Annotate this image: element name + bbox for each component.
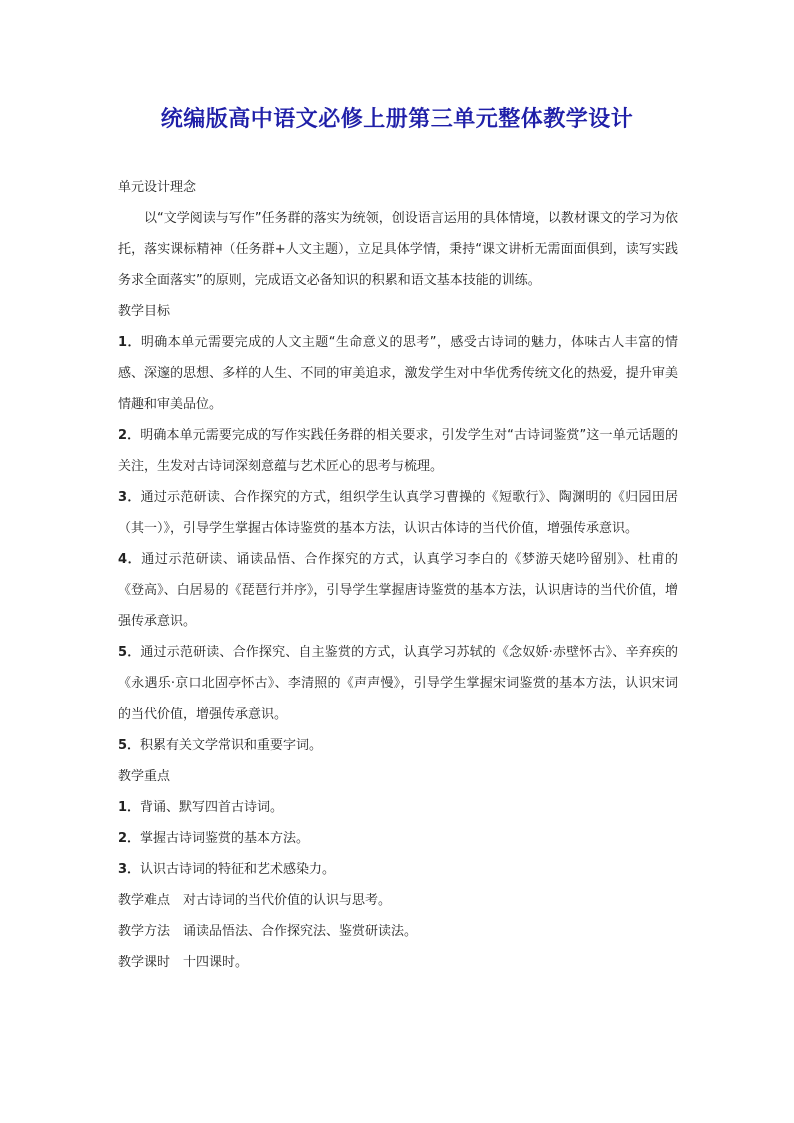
goal-number: 5． xyxy=(118,738,141,753)
goal-text: 通过示范研读、合作探究、自主鉴赏的方式，认真学习苏轼的《念奴娇·赤壁怀古》、辛弃疾的《永遇乐·京口北固亭怀古》、李清照的《声声慢》，引导学生掌握宋词鉴赏的基本方法，认识宋词的当代价值，增强传承意识。 xyxy=(118,645,678,722)
key-point-text: 掌握古诗词鉴赏的基本方法。 xyxy=(140,831,310,846)
key-point-text: 背诵、默写四首古诗词。 xyxy=(140,800,284,815)
hours-line xyxy=(118,947,678,978)
goal-text: 通过示范研读、合作探究的方式，组织学生认真学习曹操的《短歌行》、陶渊明的《归园田居（其一）》，引导学生掌握古体诗鉴赏的基本方法，认识古体诗的当代价值，增强传承意识。 xyxy=(118,490,678,536)
key-point-text: 认识古诗词的特征和艺术感染力。 xyxy=(140,862,336,877)
goal-number: 1． xyxy=(118,335,141,350)
document-title: 统编版高中语文必修上册第三单元整体教学设计 xyxy=(160,107,634,132)
key-point-item-3 xyxy=(118,854,678,885)
goal-text: 积累有关文学常识和重要字词。 xyxy=(140,738,323,753)
section-heading-idea: 单元设计理念 xyxy=(118,180,197,195)
goal-item-5 xyxy=(118,637,678,730)
difficulty-line xyxy=(118,885,678,916)
goal-text: 通过示范研读、诵读品悟、合作探究的方式，认真学习李白的《梦游天姥吟留别》、杜甫的《登高》、白居易的《琵琶行并序》，引导学生掌握唐诗鉴赏的基本方法，认识唐诗的当代价值，增强传承意识。 xyxy=(118,552,678,629)
goal-text: 明确本单元需要完成的人文主题“生命意义的思考”，感受古诗词的魅力，体味古人丰富的情感、深邃的思想、多样的人生、不同的审美追求，激发学生对中华优秀传统文化的热爱，提升审美情趣和审美品位。 xyxy=(118,335,678,412)
difficulty-label: 教学难点 xyxy=(118,893,171,908)
goal-text: 明确本单元需要完成的写作实践任务群的相关要求，引发学生对“古诗词鉴赏”这一单元话题的关注，生发对古诗词深刻意蕴与艺术匠心的思考与梳理。 xyxy=(118,428,678,474)
goal-number: 4． xyxy=(118,552,142,567)
difficulty-text: 对古诗词的当代价值的认识与思考。 xyxy=(183,893,392,908)
section-heading-key-points: 教学重点 xyxy=(118,769,171,784)
goal-item-4 xyxy=(118,544,678,637)
key-point-number: 2． xyxy=(118,831,141,846)
hours-label: 教学课时 xyxy=(118,955,171,970)
methods-text: 诵读品悟法、合作探究法、鉴赏研读法。 xyxy=(183,924,418,939)
goal-item-6 xyxy=(118,730,678,761)
goal-number: 5． xyxy=(118,645,141,660)
hours-text: 十四课时。 xyxy=(183,955,249,970)
methods-line xyxy=(118,916,678,947)
idea-paragraph: 以“文学阅读与写作”任务群的落实为统领，创设语言运用的具体情境，以教材课文的学习为依托，落实课标精神（任务群+人文主题），立足具体学情，秉持“课文讲析无需面面俱到，读写实践务求全面落实”的原则，完成语文必备知识的积累和语文基本技能的训练。 xyxy=(118,211,678,288)
goal-number: 2． xyxy=(118,428,141,443)
key-point-item-1 xyxy=(118,792,678,823)
section-heading-goals: 教学目标 xyxy=(118,304,171,319)
key-point-item-2 xyxy=(118,823,678,854)
goal-item-1 xyxy=(118,327,678,420)
key-point-number: 1． xyxy=(118,800,141,815)
goal-item-2 xyxy=(118,420,678,482)
document-body xyxy=(118,172,678,978)
methods-label: 教学方法 xyxy=(118,924,171,939)
goal-item-3 xyxy=(118,482,678,544)
key-point-number: 3． xyxy=(118,862,141,877)
goal-number: 3． xyxy=(118,490,141,505)
